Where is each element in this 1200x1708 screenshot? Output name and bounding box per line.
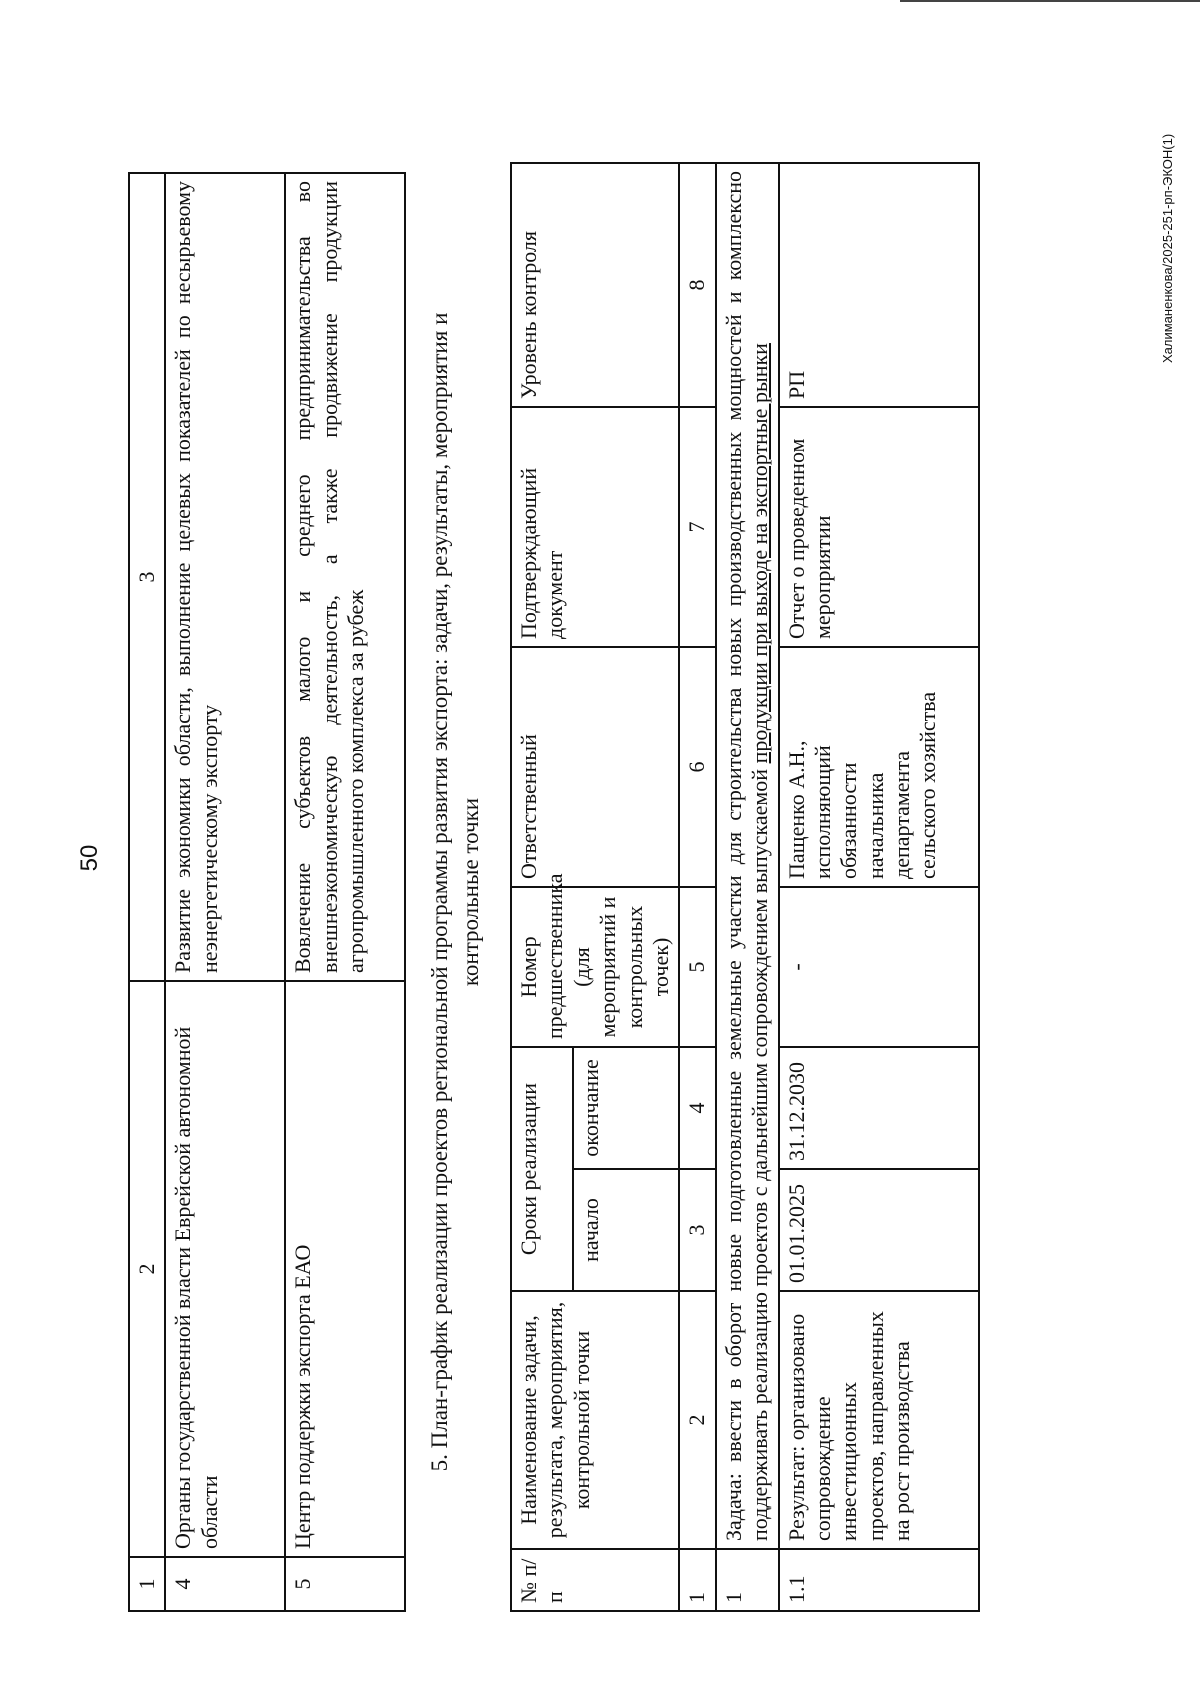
header-period: Сроки реализации (511, 1047, 573, 1291)
col-number: 5 (679, 887, 715, 1047)
participants-table (128, 172, 406, 1612)
header-predecessor: Номер предшественника (для мероприятий и контрольных точек) (511, 887, 679, 1047)
col-number: 1 (679, 1549, 715, 1611)
column-numbers-row (679, 163, 715, 1611)
document-footer: Халиманенкова/2025-251-рп-ЭКОН(1) (1160, 133, 1175, 363)
header-name: Наименование задачи, результата, мероприятия, контрольной точки (511, 1291, 679, 1549)
header-col-3: 3 (129, 173, 165, 981)
row-number: 4 (165, 1557, 285, 1611)
schedule-table (510, 162, 980, 1612)
task-text (716, 163, 779, 1549)
predecessor-number: - (779, 887, 979, 1047)
page-number: 50 (76, 844, 103, 872)
section-heading-line-1: 5. План-график реализации проектов региональной программы развития экспорта: задачи, результаты, мероприятия и (427, 312, 452, 1472)
header-col-2: 2 (129, 981, 165, 1557)
col-number: 6 (679, 647, 715, 887)
task-text-underlined: продукции при выходе на экспортные рынки (747, 343, 773, 764)
header-num: № п/п (511, 1549, 679, 1611)
col-number: 3 (679, 1169, 715, 1291)
col-number: 7 (679, 407, 715, 647)
control-level: РП (779, 163, 979, 407)
table-header-row (511, 163, 573, 1611)
header-end: окончание (573, 1047, 679, 1169)
confirming-document: Отчет о проведенном мероприятии (779, 407, 979, 647)
col-number: 8 (679, 163, 715, 407)
table-row (779, 163, 979, 1611)
col-number: 4 (679, 1047, 715, 1169)
header-start: начало (573, 1169, 679, 1291)
table-row (165, 173, 285, 1611)
section-heading (424, 172, 486, 1612)
start-date: 01.01.2025 (779, 1169, 979, 1291)
row-number: 1.1 (779, 1549, 979, 1611)
organization-name: Центр поддержки экспорта ЕАО (285, 981, 405, 1557)
table-header-row (129, 173, 165, 1611)
col-number: 2 (679, 1291, 715, 1549)
header-document: Подтверждающий документ (511, 407, 679, 647)
table-row (285, 173, 405, 1611)
responsible-person: Пащенко А.Н., исполняющий обязанности начальника департамента сельского хозяйства (779, 647, 979, 887)
end-date: 31.12.2030 (779, 1047, 979, 1169)
row-number: 5 (285, 1557, 405, 1611)
header-responsible: Ответственный (511, 647, 679, 887)
section-heading-line-2: контрольные точки (458, 797, 484, 987)
organization-role: Вовлечение субъектов малого и среднего предпринимательства во внешнеэкономическую деятельность, а также продвижение продукции агропромышленного комплекса за рубеж (285, 173, 405, 981)
organization-role: Развитие экономики области, выполнение целевых показателей по несырьевому неэнергетическому экспорту (165, 173, 285, 981)
task-text-main: Задача: ввести в оборот новые подготовленные земельные участки для строительства новых производственных мощностей и комплексно поддерживать реализацию проектов с дальнейшим сопровождением выпускаемой (720, 171, 773, 1541)
task-row (716, 163, 779, 1611)
header-control: Уровень контроля (511, 163, 679, 407)
result-name: Результат: организовано сопровождение инвестиционных проектов, направленных на рост производства (779, 1291, 979, 1549)
header-col-1: 1 (129, 1557, 165, 1611)
organization-name: Органы государственной власти Еврейской автономной области (165, 981, 285, 1557)
task-number: 1 (716, 1549, 779, 1611)
